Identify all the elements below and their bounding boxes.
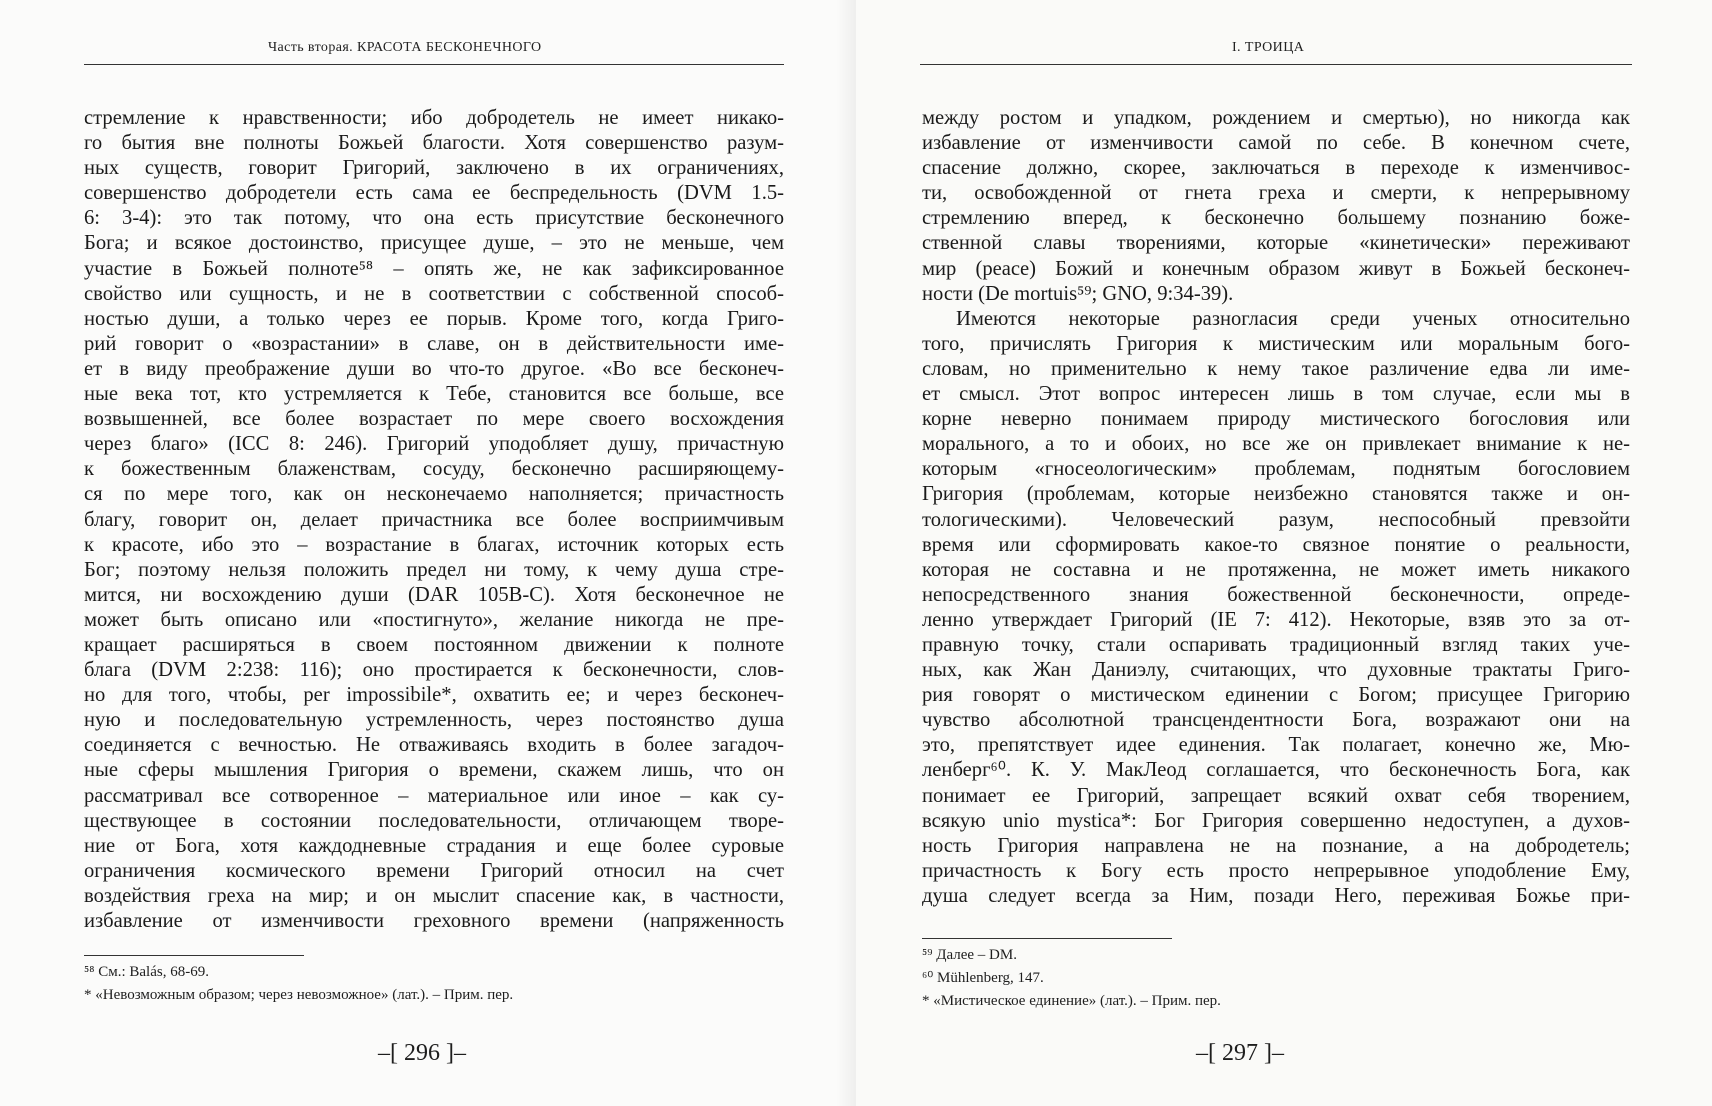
text-line: ные сферы мышления Григория о времени, скажем лишь, что он: [84, 759, 784, 782]
text-line: ность Григория направлена не на познание, а на добродетель;: [922, 834, 1630, 857]
text-line: избавление от изменчивости греховного времени (напряженность: [84, 910, 784, 932]
header-rule-left: [84, 64, 784, 65]
text-line: ленно утверждает Григорий (IE 7: 412). Некоторые, взяв это за от-: [922, 608, 1630, 631]
text-line: воздействия греха на мир; и он мыслит спасение как, в частности,: [84, 884, 784, 907]
text-line: тологическими). Человеческий разум, неспособный превзойти: [922, 508, 1630, 531]
running-head-left: Часть вторая. КРАСОТА БЕСКОНЕЧНОГО: [268, 40, 542, 55]
text-line: ние от Бога, хотя каждодневные страдания и еще более суровые: [84, 834, 784, 857]
text-line: понимает ее Григорий, запрещает всякий охват себя творением,: [922, 784, 1630, 807]
text-line: кращает расширяться в своем постоянном движении к полноте: [84, 633, 784, 656]
text-line: к красоте, ибо это – возрастание в благах, источник которых есть: [84, 533, 784, 556]
text-line: рия говорят о мистическом единении с Богом; присущее Григорию: [922, 684, 1630, 707]
running-head-right: I. ТРОИЦА: [1232, 40, 1305, 55]
text-line: но для того, чтобы, per impossibile*, охватить ее; и через бесконеч-: [84, 684, 784, 707]
text-line: Бога; и всякое достоинство, присущее душе, – это не меньше, чем: [84, 232, 784, 255]
text-line: время или сформировать какое-то связное понятие о реальности,: [922, 533, 1630, 556]
text-line: совершенство добродетели есть сама ее беспредельность (DVM 1.5-: [84, 182, 784, 205]
footnote: * «Невозможным образом; через невозможное» (лат.). – Прим. пер.: [84, 987, 514, 1003]
text-line: го бытия вне полноты Божьей благости. Хотя совершенство разум-: [84, 132, 784, 155]
text-line: чувство абсолютной трансцендентности Бога, возражают они на: [922, 709, 1630, 732]
page-number-left: –[ 296 ]–: [378, 1040, 466, 1066]
text-line: мир (peace) Божий и конечным образом живут в Божьей бесконеч-: [922, 257, 1630, 280]
text-line: ет смысл. Этот вопрос интересен лишь в том случае, если мы в: [922, 383, 1630, 406]
right-page: [856, 0, 1712, 1106]
text-line: стремление к нравственности; ибо добродетель не имеет никако-: [84, 107, 784, 129]
text-line: непосредственного знания божественной бесконечности, опреде-: [922, 583, 1630, 606]
text-line: к божественным блаженствам, сосуду, бесконечно расширяющему-: [84, 458, 784, 481]
text-line: блага (DVM 2:238: 116); оно простирается к бесконечности, слов-: [84, 659, 784, 682]
text-line: правную точку, стали оспаривать традиционный взгляд таких уче-: [922, 633, 1630, 656]
text-line: ственной славы творениями, которые «кинетически» переживают: [922, 232, 1630, 255]
text-line: стремлению вперед, к бесконечно большему познанию боже-: [922, 207, 1630, 230]
text-line: между ростом и упадком, рождением и смертью), но никогда как: [922, 107, 1630, 129]
text-line: корне неверно понимаем природу мистического богословия или: [922, 408, 1630, 431]
left-body-text: [84, 106, 784, 934]
text-line: это, препятствует идее единения. Так полагает, конечно же, Мю-: [922, 734, 1630, 757]
text-line: ностью души, а только через ее порыв. Кроме того, когда Григо-: [84, 307, 784, 330]
text-line: избавление от изменчивости самой по себе. В конечном счете,: [922, 132, 1630, 155]
text-line: словам, но применительно к нему такое различение едва ли име-: [922, 357, 1630, 380]
text-line: того, причислять Григория к мистическим или моральным бого-: [922, 332, 1630, 355]
text-line: ную и последовательную устремленность, через постоянство душа: [84, 709, 784, 732]
text-line: ти, освобожденной от гнета греха и смерти, к непрерывному: [922, 182, 1630, 205]
text-line: ных существ, говорит Григорий, заключено в их ограничениях,: [84, 157, 784, 180]
page-number-right: –[ 297 ]–: [1196, 1040, 1284, 1066]
text-line: ет в виду преображение души во что-то другое. «Во все бесконеч-: [84, 357, 784, 380]
footnote: * «Мистическое единение» (лат.). – Прим. пер.: [922, 993, 1221, 1009]
text-line: причастность к Богу есть просто непрерывное уподобление Ему,: [922, 859, 1630, 882]
text-line: Имеются некоторые разногласия среди ученых относительно: [956, 307, 1630, 330]
text-line: ограничения космического времени Григорий относил на счет: [84, 859, 784, 882]
text-line: свойство или сущность, и не в соответствии с собственной способ-: [84, 282, 784, 305]
text-line: через благо» (ICC 8: 246). Григорий уподобляет душу, причастную: [84, 433, 784, 456]
text-line: соединяется с вечностью. Не отваживаясь входить в более загадоч-: [84, 734, 784, 757]
right-footnotes: [922, 944, 1630, 1013]
text-line: всякую unio mystica*: Бог Григория совершенно недоступен, а духов-: [922, 809, 1630, 832]
text-line: которым «гносеологическим» проблемам, поднятым богословием: [922, 458, 1630, 481]
text-line: 6: 3-4): это так потому, что она есть присутствие бесконечного: [84, 207, 784, 230]
text-line: ся по мере того, как он несконечаемо наполняется; причастность: [84, 483, 784, 506]
text-line: которая не составна и не протяженна, не может иметь никакого: [922, 558, 1630, 581]
text-line: ности (De mortuis⁵⁹; GNO, 9:34-39).: [922, 282, 1234, 305]
header-rule-right: [920, 64, 1632, 65]
left-footnotes: [84, 961, 784, 1007]
footnote: ⁶⁰ Mühlenberg, 147.: [922, 970, 1044, 986]
text-line: рассматривал все сотворенное – материальное или иное – как су-: [84, 784, 784, 807]
text-line: ществующее в состоянии последовательности, отличающем творе-: [84, 809, 784, 832]
text-line: мится, ни восхождению души (DAR 105B-C). Хотя бесконечное не: [84, 583, 784, 606]
text-line: Григория (проблемам, которые неизбежно становятся также и он-: [922, 483, 1630, 506]
text-line: морального, а то и обоих, но все же он привлекает внимание к не-: [922, 433, 1630, 456]
text-line: ленберг⁶⁰. К. У. МакЛеод соглашается, что бесконечность Бога, как: [922, 759, 1630, 782]
footnote-rule-left: [84, 955, 304, 956]
text-line: участие в Божьей полноте⁵⁸ – опять же, не как зафиксированное: [84, 257, 784, 280]
right-body-text: [922, 106, 1630, 909]
footnote: ⁵⁸ См.: Balás, 68-69.: [84, 964, 209, 980]
text-line: рий говорит о «возрастании» в славе, он в действительности име-: [84, 332, 784, 355]
text-line: может быть описано или «постигнуто», желание никогда не пре-: [84, 608, 784, 631]
footnote: ⁵⁹ Далее – DM.: [922, 947, 1017, 963]
text-line: ных, как Жан Даниэлу, считающих, что духовные трактаты Григо-: [922, 659, 1630, 682]
text-line: ные века тот, кто устремляется к Тебе, становится все больше, все: [84, 383, 784, 406]
text-line: душа следует всегда за Ним, позади Него, переживая Божье при-: [922, 884, 1630, 907]
text-line: возвышенней, все более возрастает по мере своего восхождения: [84, 408, 784, 431]
text-line: благу, говорит он, делает причастника все более восприимчивым: [84, 508, 784, 531]
footnote-rule-right: [922, 938, 1172, 939]
text-line: Бог; поэтому нельзя положить предел ни тому, к чему душа стре-: [84, 558, 784, 581]
text-line: спасение должно, скорее, заключаться в переходе к изменчивос-: [922, 157, 1630, 180]
